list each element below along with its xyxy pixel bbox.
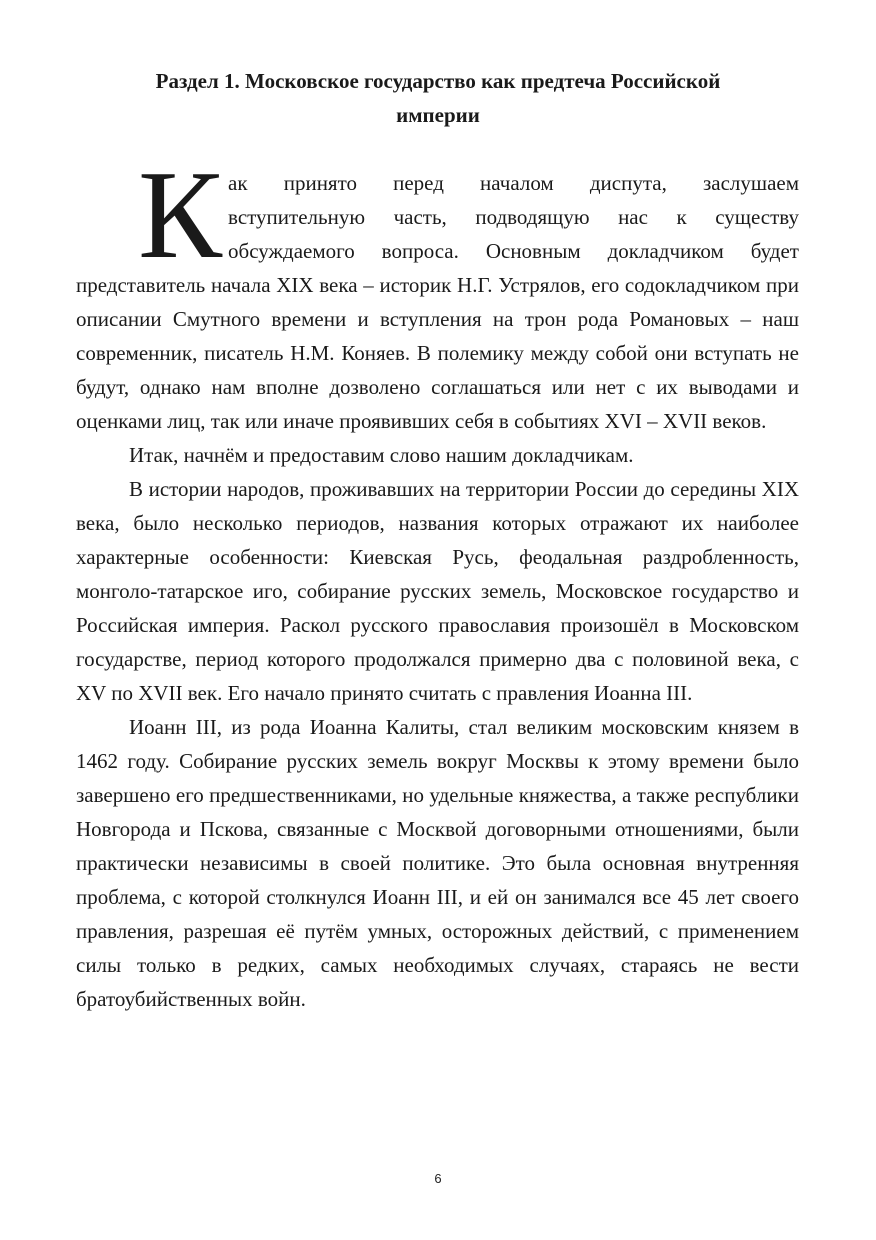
paragraph-1: Итак, начнём и предоставим слово нашим докладчикам.: [129, 443, 634, 467]
intro-line-3: обсуждаемого вопроса. Основным докладчиком будет: [228, 239, 799, 263]
section-title-line-2: империи: [396, 103, 480, 127]
paragraph-3: Иоанн III, из рода Иоанна Калиты, стал великим московским князем в 1462 году. Собирание русских земель вокруг Москвы к этому времени было завершено его предшественниками, но удельные княжества, а также республики Новгорода и Пскова, связанные с Москвой договорными отношениями, были практически независимы в своей политике. Это была основная внутренняя проблема, с которой столкнулся Иоанн III, и ей он занимался все 45 лет своего правления, разрешая её путём умных, осторожных действий, с применением силы только в редких, самых необходимых случаях, стараясь не вести братоубийственных войн.: [76, 715, 799, 1011]
section-title-line-1: Раздел 1. Московское государство как предтеча Российской: [155, 69, 721, 93]
page-number: 6: [434, 1171, 442, 1186]
intro-paragraph: [76, 146, 799, 438]
intro-line-2: вступительную часть, подводящую нас к существу: [228, 205, 799, 229]
drop-cap: К: [138, 146, 223, 285]
intro-line-1: ак принято перед началом диспута, заслушаем: [228, 171, 799, 195]
body-text: [76, 146, 799, 1016]
section-title: [76, 64, 800, 132]
paragraph-2: В истории народов, проживавших на территории России до середины XIX века, было несколько периодов, названия которых отражают их наиболее характерные особенности: Киевская Русь, феодальная раздробленность, монголо-татарское иго, собирание русских земель, Московское государство и Российская империя. Раскол русского православия произошёл в Московском государстве, период которого продолжался примерно два с половиной века, с XV по XVII век. Его начало принято считать с правления Иоанна III.: [76, 477, 799, 705]
intro-rest: представитель начала XIX века – историк Н.Г. Устрялов, его содокладчиком при описании Смутного времени и вступления на трон рода Романовых – наш современник, писатель Н.М. Коняев. В полемику между собой они вступать не будут, однако нам вполне дозволено соглашаться или нет с их выводами и оценками лиц, так или иначе проявивших себя в событиях XVI – XVII веков.: [76, 273, 799, 433]
